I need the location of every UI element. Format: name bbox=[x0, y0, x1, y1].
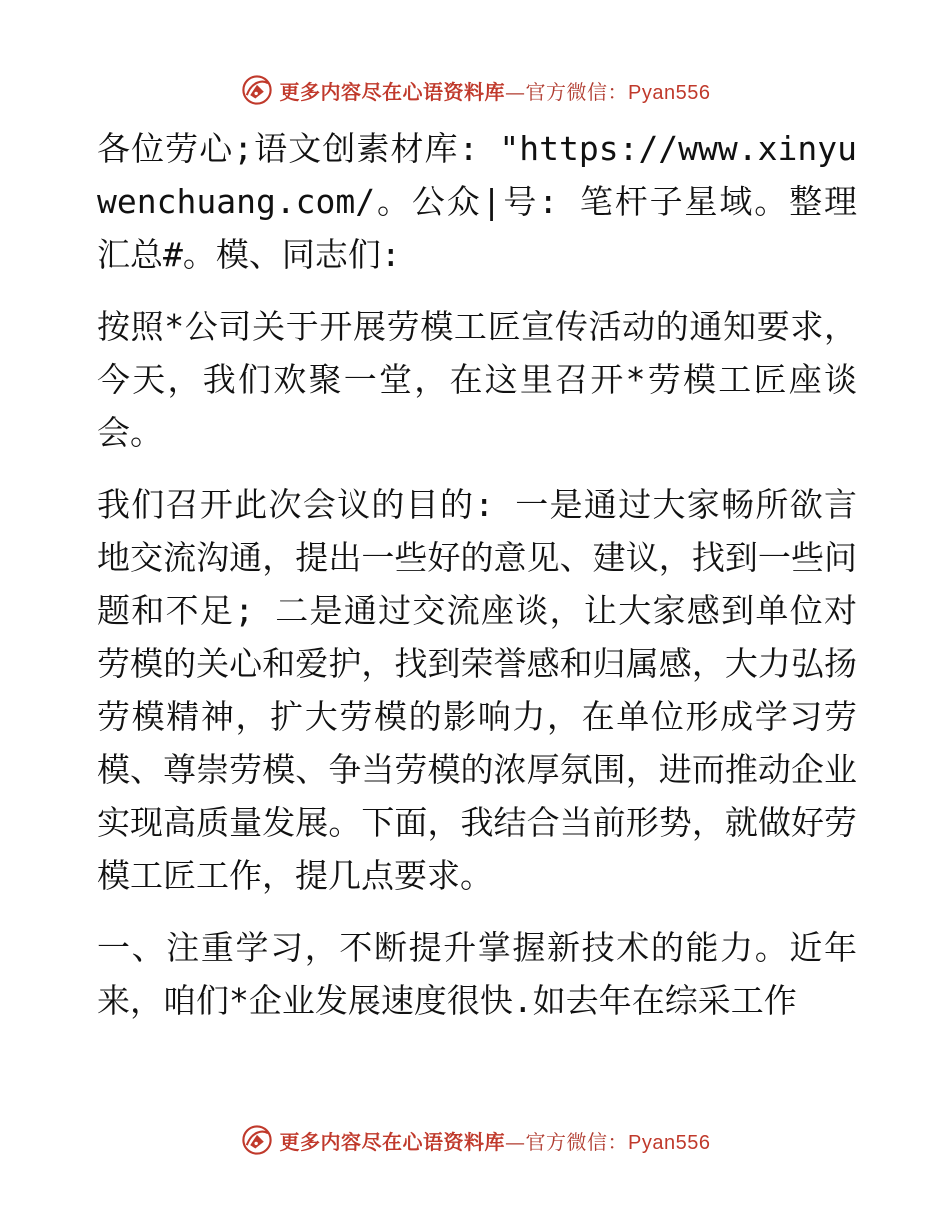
watermark-brand-text: 更多内容尽在心语资料库 bbox=[279, 1129, 506, 1154]
header-watermark bbox=[0, 70, 950, 110]
watermark-separator: — bbox=[505, 79, 526, 104]
watermark-wechat-id: Pyan556 bbox=[628, 81, 711, 104]
watermark-brand-text: 更多内容尽在心语资料库 bbox=[279, 79, 506, 104]
paragraph-point-one: 一、注重学习，不断提升掌握新技术的能力。近年来，咱们*企业发展速度很快.如去年在综采工作 bbox=[97, 928, 857, 1020]
pen-nib-logo-icon bbox=[240, 73, 274, 107]
pen-nib-logo-icon bbox=[240, 1123, 274, 1157]
footer-watermark bbox=[0, 1120, 950, 1160]
paragraph-purpose: 我们召开此次会议的目的: 一是通过大家畅所欲言地交流沟通，提出一些好的意见、建议，找到一些问题和不足; 二是通过交流座谈，让大家感到单位对劳模的关心和爱护，找到荣誉感和归属感，大力弘扬劳模精神，扩大劳模的影响力，在单位形成学习劳模、尊崇劳模、争当劳模的浓厚氛围，进而推动企业实现高质量发展。下面，我结合当前形势，就做好劳模工匠工作，提几点要求。 bbox=[97, 485, 857, 895]
paragraph-greeting: 各位劳心;语文创素材库: "https://www.xinyuwenchuang.com/。公众|号: 笔杆子星域。整理汇总#。模、同志们: bbox=[97, 129, 857, 274]
watermark-separator: — bbox=[505, 1129, 526, 1154]
watermark-wechat-id: Pyan556 bbox=[628, 1131, 711, 1154]
document-body bbox=[97, 122, 857, 1046]
paragraph-intro: 按照*公司关于开展劳模工匠宣传活动的通知要求，今天，我们欢聚一堂，在这里召开*劳模工匠座谈会。 bbox=[97, 307, 857, 452]
watermark-official-text: 官方微信： bbox=[525, 79, 629, 104]
watermark-official-text: 官方微信： bbox=[525, 1129, 629, 1154]
